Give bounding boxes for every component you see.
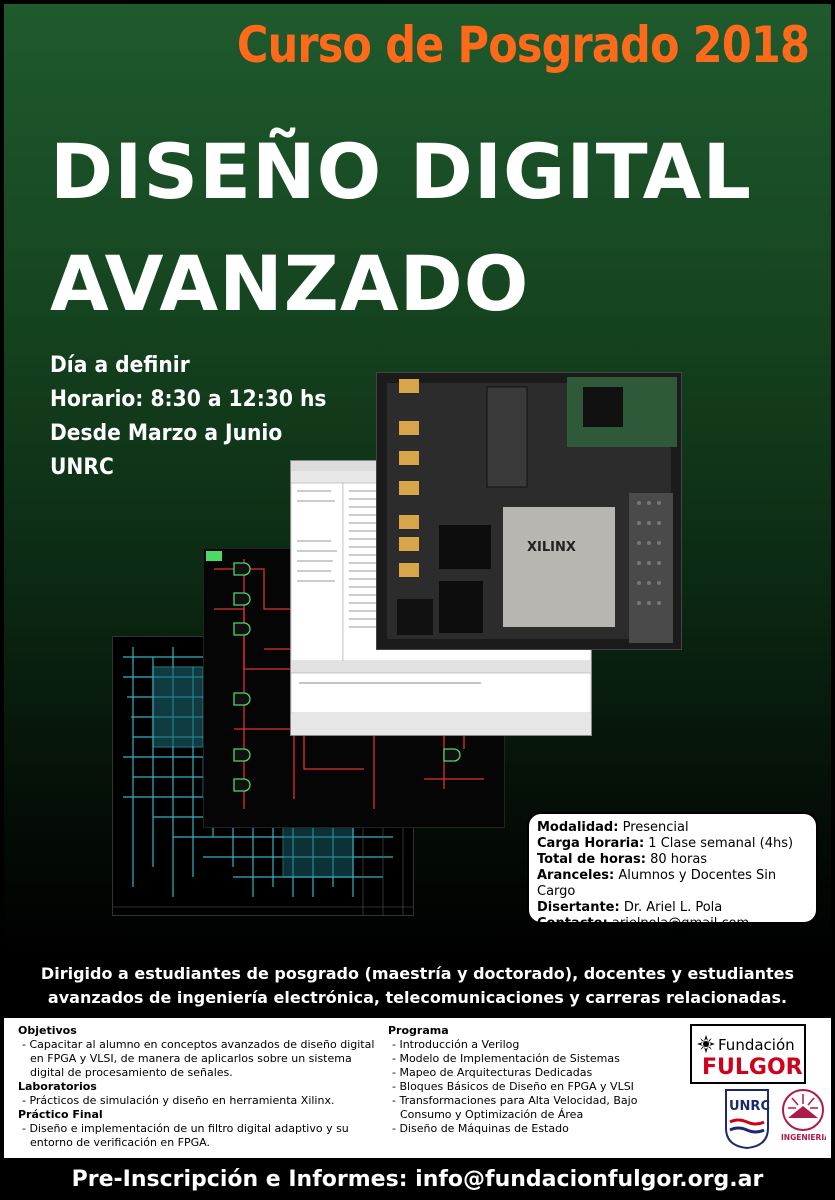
detail-aranceles [537,868,808,900]
footer-contact: Pre-Inscripción e Informes: info@fundacionfulgor.org.ar [71,1167,764,1192]
fpga-board-image [376,372,682,650]
audience-text [0,962,835,1010]
audience-line1: Dirigido a estudiantes de posgrado (maestría y doctorado), docentes y estudiantes [40,964,795,983]
detail-contacto-value: arielpola@gmail.com [607,916,750,931]
program-panel [4,1018,831,1158]
ingenieria-logo [780,1086,826,1152]
fulgor-logo-bottom: FULGOR [702,1055,803,1080]
programa-item: - Introducción a Verilog [392,1038,520,1051]
course-details-box [527,812,818,931]
laboratorios-item: - Prácticos de simulación y diseño en herramienta Xilinx. [22,1094,335,1107]
schedule-day: Día a definir [50,353,190,378]
programa-item: - Diseño de Máquinas de Estado [392,1122,569,1135]
schedule-place: UNRC [50,455,114,480]
ingenieria-logo-text: INGENIERIA [781,1133,826,1142]
programa-item: - Modelo de Implementación de Sistemas [392,1052,620,1065]
laboratorios-heading: Laboratorios [18,1080,97,1093]
svg-text:XILINX: XILINX [527,540,576,555]
programa-item: - Transformaciones para Alta Velocidad, Bajo Consumo y Optimización de Área [392,1094,638,1121]
detail-carga-label: Carga Horaria: [537,836,645,851]
unrc-logo-text: UNRC [729,1099,770,1114]
programa-item: - Mapeo de Arquitecturas Dedicadas [392,1066,593,1079]
main-title-line1: DISEÑO DIGITAL [50,127,752,216]
programa-item: - Bloques Básicos de Diseño en FPGA y VLSI [392,1080,634,1093]
detail-carga [537,836,808,852]
objetivos-heading: Objetivos [18,1024,77,1037]
audience-line2: avanzados de ingeniería electrónica, telecomunicaciones y carreras relacionadas. [47,988,788,1007]
detail-disertante-label: Disertante: [537,900,620,915]
detail-carga-value: 1 Clase semanal (4hs) [644,836,794,851]
objetivos-item: - Capacitar al alumno en conceptos avanzados de diseño digital en FPGA y VLSI, de manera de aplicarlos sobre un sistema digital de procesamiento de señales. [22,1038,375,1079]
course-title: Curso de Posgrado 2018 [236,16,810,74]
main-title [50,116,820,340]
schedule-period: Desde Marzo a Junio [50,421,283,446]
main-title-line2: AVANZADO [50,239,530,328]
practico-heading: Práctico Final [18,1108,103,1121]
detail-disertante [537,900,808,916]
fundacion-fulgor-logo [690,1024,806,1084]
detail-total-value: 80 horas [646,852,708,867]
detail-contacto-label: Contacto: [537,916,608,931]
left-column [18,1024,378,1150]
detail-modalidad [537,820,808,836]
detail-contacto [537,916,808,932]
detail-aranceles-label: Aranceles: [537,868,615,883]
detail-modalidad-value: Presencial [618,820,689,835]
unrc-logo [722,1088,772,1150]
programa-heading: Programa [388,1024,449,1037]
detail-aranceles-value: Alumnos y Docentes Sin Cargo [537,868,777,899]
fulgor-star-icon [697,1035,715,1053]
schedule-hours: Horario: 8:30 a 12:30 hs [50,387,327,412]
program-column [388,1024,678,1136]
detail-modalidad-label: Modalidad: [537,820,619,835]
detail-total [537,852,808,868]
detail-total-label: Total de horas: [537,852,646,867]
detail-disertante-value: Dr. Ariel L. Pola [619,900,723,915]
practico-item: - Diseño e implementación de un filtro digital adaptivo y su entorno de verificación en FPGA. [22,1122,349,1149]
fulgor-logo-top: Fundación [718,1036,795,1054]
